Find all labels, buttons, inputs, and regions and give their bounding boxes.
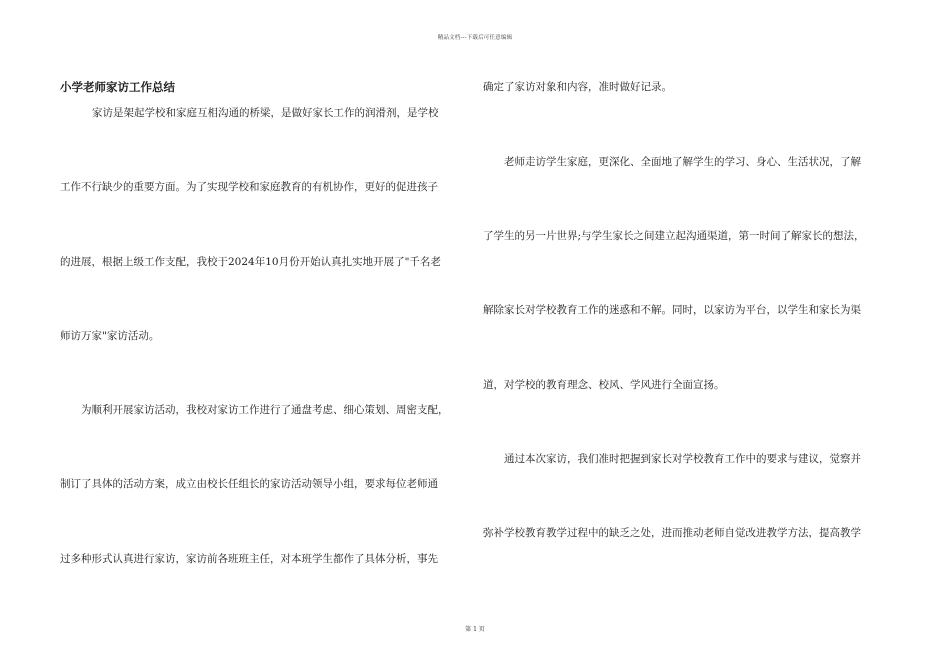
paragraph-line: 确定了家访对象和内容，准时做好记录。 — [483, 81, 672, 93]
paragraph-line: 工作不行缺少的重要方面。为了实现学校和家庭教育的有机协作，更好的促进孩子 — [60, 181, 438, 193]
paragraph-line: 老师走访学生家庭，更深化、全面地了解学生的学习、身心、生活状况，了解 — [504, 156, 861, 168]
paragraph-line: 的进展，根据上级工作支配，我校于2024年10月份开始认真扎实地开展了"千名老 — [60, 256, 441, 268]
document-title: 小学老师家访工作总结 — [60, 80, 175, 94]
paragraph-line: 了学生的另一片世界;与学生家长之间建立起沟通渠道，第一时间了解家长的想法， — [483, 230, 865, 242]
paragraph-line: 过多种形式认真进行家访，家访前各班班主任，对本班学生都作了具体分析，事先 — [60, 553, 438, 565]
paragraph-line: 制订了具体的活动方案，成立由校长任组长的家访活动领导小组，要求每位老师通 — [60, 478, 438, 490]
paragraph-line: 家访是架起学校和家庭互相沟通的桥梁，是做好家长工作的润滑剂，是学校 — [92, 107, 439, 119]
paragraph-line: 通过本次家访，我们准时把握到家长对学校教育工作中的要求与建议，觉察并 — [504, 453, 861, 465]
page-number: 第 1 页 — [465, 626, 485, 633]
paragraph-line: 解除家长对学校教育工作的迷惑和不解。同时，以家访为平台，以学生和家长为渠 — [483, 304, 861, 316]
page-header: 精品文档---下载后可任意编辑 — [437, 35, 513, 41]
paragraph-line: 为顺利开展家访活动，我校对家访工作进行了通盘考虑、细心策划、周密支配， — [81, 404, 449, 416]
paragraph-line: 道，对学校的教育理念、校风、学风进行全面宣扬。 — [483, 379, 725, 391]
paragraph-line: 弥补学校教育教学过程中的缺乏之处，进而推动老师自觉改进教学方法，提高教学 — [483, 527, 861, 539]
paragraph-line: 师访万家"家访活动。 — [60, 330, 160, 342]
